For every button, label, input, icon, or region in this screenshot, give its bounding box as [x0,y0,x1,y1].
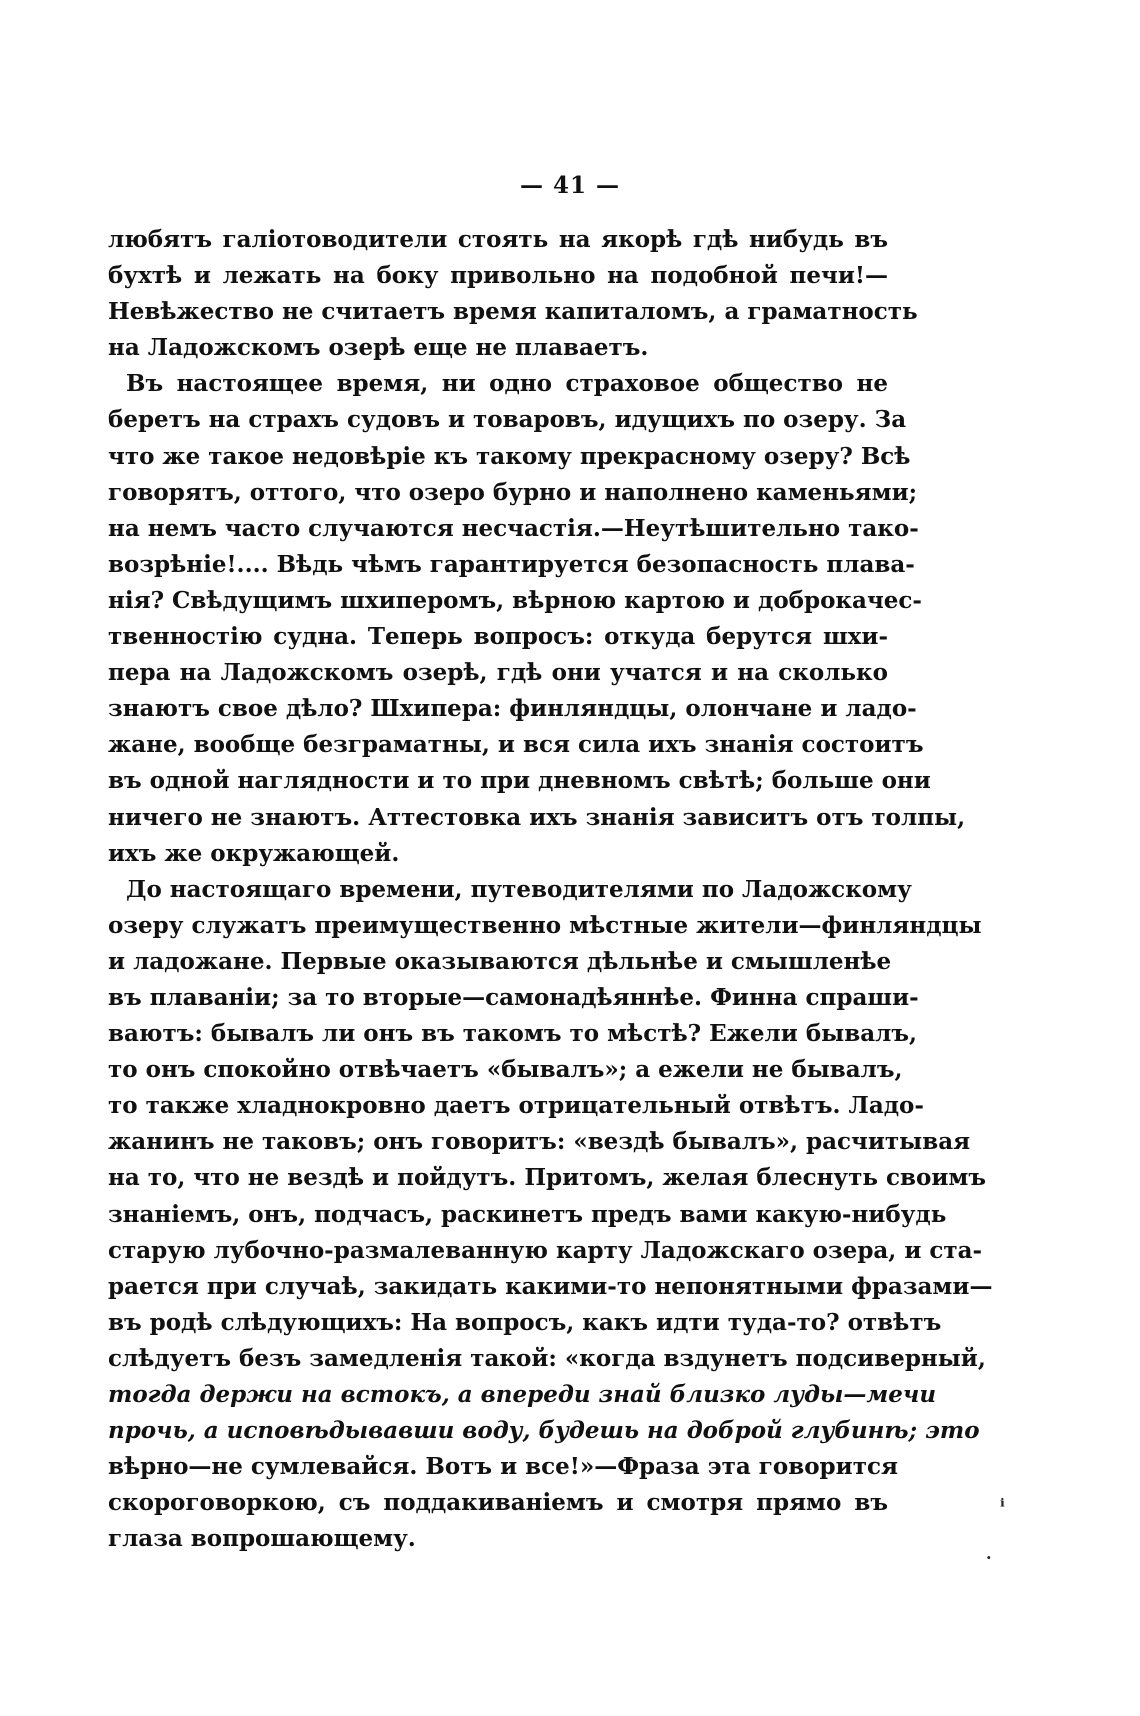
text-line: любятъ галіотоводители стоять на якорѣ гдѣ нибудь въ [108,226,888,253]
text-line: беретъ на страхъ судовъ и товаровъ, идущихъ по озеру. За [108,406,907,434]
text-line: бухтѣ и лежать на боку привольно на подобной печи!— [108,262,888,290]
text-line: на немъ часто случаются несчастія.—Неутѣшительно тако- [108,514,919,542]
text-line: жане, вообще безграматны, и вся сила ихъ знанія состоитъ [108,731,924,759]
text-line: то также хладнокровно даетъ отрицательный отвѣтъ. Ладо- [108,1092,924,1120]
ink-speck-decoration: · [986,1548,992,1567]
text-line: возрѣніе!.... Вѣдь чѣмъ гарантируется безопасность плава- [108,550,915,578]
text-line: въ плаваніи; за то вторые—самонадѣяннѣе. Финна спраши- [108,983,919,1011]
text-line: слѣдуетъ безъ замедленія такой: «когда вздунетъ подсиверный, [108,1344,986,1372]
page-text [108,222,993,1557]
page-number: — 41 — [519,172,621,199]
text-line: въ родѣ слѣдующихъ: На вопросъ, какъ идти туда-то? отвѣтъ [108,1308,942,1336]
text-line: ничего не знаютъ. Аттестовка ихъ знанія зависитъ отъ толпы, [108,803,966,831]
text-line: старую лубочно-размалеванную карту Ладожскаго озера, и ста- [108,1236,983,1264]
text-line: то онъ спокойно отвѣчаетъ «бывалъ»; а ежели не бывалъ, [108,1056,903,1084]
ink-speck-decoration: ⁱ [1000,1494,1005,1518]
text-line: въ одной наглядности и то при дневномъ свѣтѣ; больше они [108,767,931,795]
text-line: ваютъ: бывалъ ли онъ въ такомъ то мѣстѣ? Ежели бывалъ, [108,1020,917,1048]
text-line: озеру служатъ преимущественно мѣстные жители—финляндцы [108,911,982,939]
text-line: Въ настоящее время, ни одно страховое общество не [126,370,888,398]
text-line: на Ладожскомъ озерѣ еще не плаваетъ. [108,334,649,362]
text-line: вѣрно—не сумлевайся. Вотъ и все!»—Фраза эта говорится [108,1453,898,1481]
text-line: рается при случаѣ, закидать какими-то непонятными фразами— [108,1272,993,1300]
text-line: говорятъ, оттого, что озеро бурно и наполнено каменьями; [108,478,918,506]
text-line: скороговоркою, съ поддакиваніемъ и смотря прямо въ [108,1489,888,1517]
text-line: прочь, а исповѣдывавши воду, будешь на доброй глубинѣ; это [108,1417,980,1445]
text-line: что же такое недовѣріе къ такому прекрасному озеру? Всѣ [108,442,911,470]
text-line: и ладожане. Первые оказываются дѣльнѣе и смышленѣе [108,947,892,975]
text-line: Невѣжество не считаетъ время капиталомъ, а граматность [108,298,918,326]
text-line: ихъ же окружающей. [108,839,400,867]
text-line: тогда держи на встокъ, а впереди знай близко луды—мечи [108,1381,937,1408]
text-line: До настоящаго времени, путеводителями по Ладожскому [126,875,912,903]
text-line: пера на Ладожскомъ озерѣ, гдѣ они учатся и на сколько [108,659,888,687]
text-line: глаза вопрошающему. [108,1525,416,1553]
text-line: твенностію судна. Теперь вопросъ: откуда берутся шхи- [108,623,888,651]
text-line: знаніемъ, онъ, подчасъ, раскинетъ предъ вами какую-нибудь [108,1200,947,1228]
text-line: нія? Свѣдущимъ шхиперомъ, вѣрною картою и доброкачес- [108,586,922,614]
text-line: жанинъ не таковъ; онъ говоритъ: «вездѣ бывалъ», расчитывая [108,1128,971,1156]
text-line: знаютъ свое дѣло? Шхипера: финляндцы, олончане и ладо- [108,695,917,723]
text-line: на то, что не вездѣ и пойдутъ. Притомъ, желая блеснуть своимъ [108,1164,987,1192]
